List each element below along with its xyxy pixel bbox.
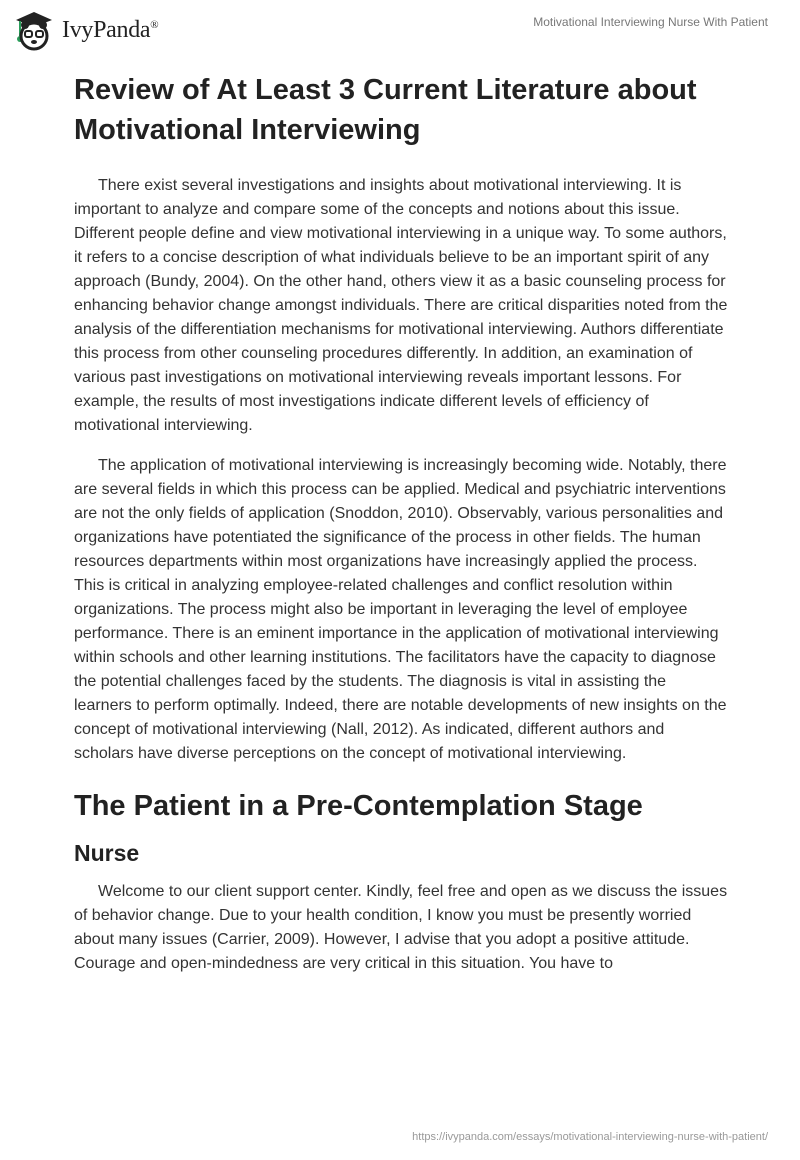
page-header [0,0,800,60]
paragraph: There exist several investigations and insights about motivational interviewing. It is important to analyze and compare some of the concepts and notions about this issue. Different people define and view motivational interviewing in a unique way. To some authors, it refers to a concise description of what individuals believe to be an important spirit of any approach (Bundy, 2004). On the other hand, others view it as a basic counseling process for enhancing behavior change amongst individuals. There are critical disparities noted from the analysis of the differentiation mechanisms for motivational interviewing. Authors differentiate this process from other counseling procedures differently. In addition, an examination of various past investigations on motivational interviewing reveals important lessons. For example, the results of most investigations indicate different levels of efficiency of motivational interviewing. [74,177,728,434]
paragraph: Welcome to our client support center. Kindly, feel free and open as we discuss the issues of behavior change. Due to your health condition, I know you must be presently worried about many issues (Carrier, 2009). However, I advise that you adopt a positive attitude. Courage and open-mindedness are very critical in this situation. You have to [74,883,728,972]
document-title: Motivational Interviewing Nurse With Patient [533,15,768,29]
panda-graduate-icon [12,8,56,52]
ivypanda-logo[interactable] [12,8,158,52]
logo-text: IvyPanda® [62,16,159,43]
paragraph: The application of motivational interviewing is increasingly becoming wide. Notably, there are several fields in which this process can be applied. Medical and psychiatric interventions are not the only fields of application (Snoddon, 2010). Observably, various personalities and organizations have potentiated the significance of the process in other fields. The human resources departments within most organizations have increasingly applied the process. This is critical in analyzing employee-related challenges and conflict resolution within organizations. The process might also be important in leveraging the level of employee performance. There is an eminent importance in the application of motivational interviewing within schools and other learning institutions. The facilitators have the capacity to diagnose the potential challenges faced by the students. The diagnosis is vital in assisting the learners to perform optimally. Indeed, there are notable developments of new insights on the concept of motivational interviewing (Nall, 2012). As indicated, different authors and scholars have diverse perceptions on the concept of motivational interviewing. [74,457,727,762]
subheading-nurse: Nurse [74,840,140,866]
source-url[interactable]: https://ivypanda.com/essays/motivational-interviewing-nurse-with-patient/ [412,1131,768,1143]
essay-content [74,70,728,992]
section-heading-literature-review: Review of At Least 3 Current Literature about Motivational Interviewing [74,74,697,146]
section-heading-pre-contemplation: The Patient in a Pre-Contemplation Stage [74,790,643,822]
